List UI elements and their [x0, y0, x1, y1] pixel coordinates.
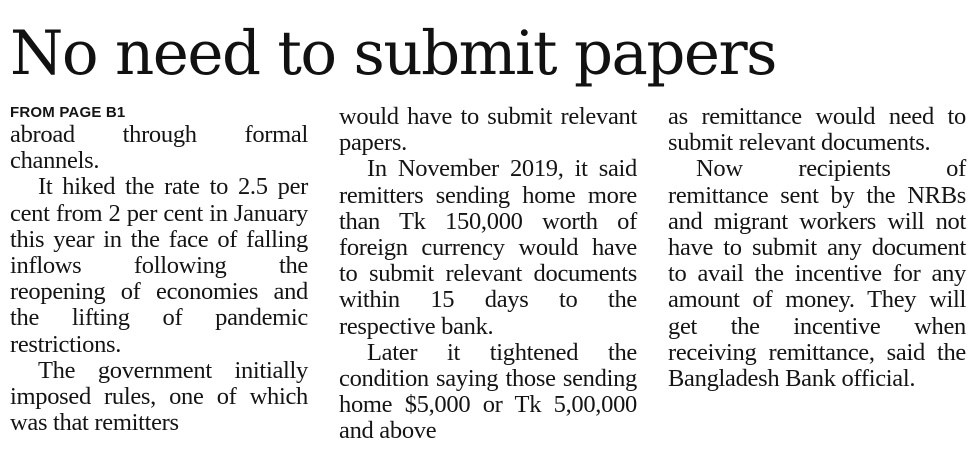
- article-column-3: [668, 104, 966, 392]
- jump-label: FROM PAGE B1: [10, 104, 126, 121]
- paragraph: In November 2019, it said remitters sending home more than Tk 150,000 worth of foreign currency would have to submit relevant documents within 15 days to the respective bank.: [339, 155, 637, 340]
- paragraph: It hiked the rate to 2.5 per cent from 2 per cent in January this year in the face of falling inflows following the reopening of economies and the lifting of pandemic restrictions.: [10, 173, 308, 358]
- article-column-2: [339, 104, 637, 445]
- paragraph: Now recipients of remittance sent by the NRBs and migrant workers will not have to submit any document to avail the incentive for any amount of money. They will get the incentive when receiving remittance, said the Bangladesh Bank official.: [668, 155, 966, 393]
- headline: No need to submit papers: [10, 18, 776, 89]
- paragraph: The government initially imposed rules, one of which was that remitters: [10, 356, 308, 437]
- paragraph: abroad through formal channels.: [10, 121, 308, 175]
- paragraph: would have to submit relevant papers.: [339, 103, 637, 157]
- paragraph: Later it tightened the condition saying those sending home $5,000 or Tk 5,00,000 and above: [339, 338, 637, 445]
- paragraph: as remittance would need to submit relevant documents.: [668, 103, 966, 157]
- article-column-1: [10, 104, 308, 436]
